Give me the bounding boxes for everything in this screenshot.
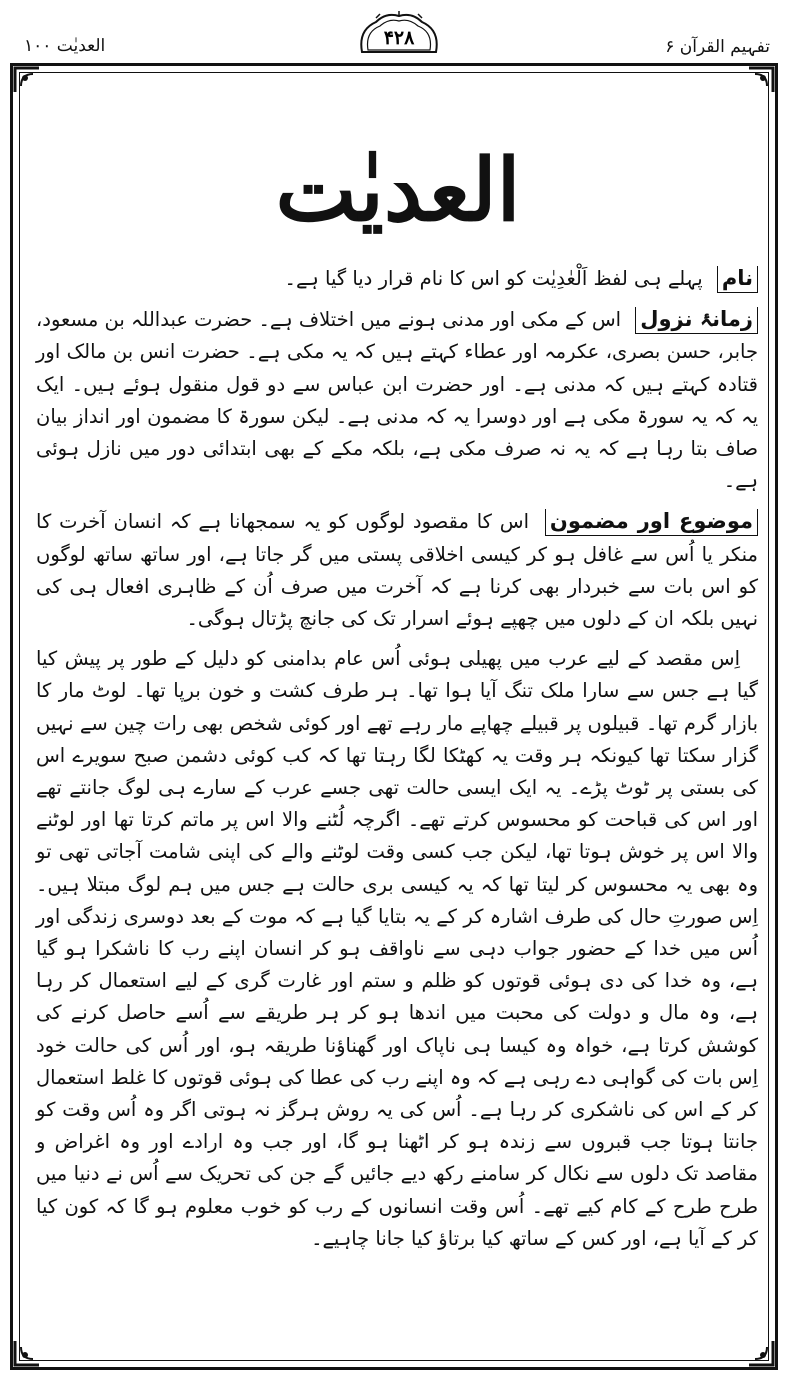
- header-book-name: تفہیم القرآن ۶: [665, 37, 770, 57]
- header-surah-reference: العدیٰت ۱۰۰: [24, 36, 106, 56]
- section-heading-period: زمانۂ نزول: [635, 307, 758, 334]
- section-theme: [36, 505, 758, 635]
- surah-title: العدیٰت: [275, 140, 521, 241]
- section-text-period: اس کے مکی اور مدنی ہونے میں اختلاف ہے۔ حضرت عبداللہ بن مسعود، جابر، حسن بصری، عکرمہ اور عطاء کہتے ہیں کہ یہ مکی ہے۔ حضرت انس بن مالک اور قتادہ کہتے ہیں کہ مدنی ہے۔ اور حضرت ابن عباس سے دو قول منقول ہوئے ہیں۔ ایک یہ کہ یہ سورۃ مکی ہے اور دوسرا یہ کہ مدنی ہے۔ لیکن سورۃ کا مضمون اور انداز بیان صاف بتا رہا ہے کہ یہ نہ صرف مکی ہے، بلکہ مکے کے بھی ابتدائی دور میں نازل ہوئی ہے۔: [36, 308, 758, 493]
- section-heading-name: نام: [717, 266, 758, 293]
- corner-ornament-bottom-left: [13, 1339, 41, 1367]
- body-text: [36, 262, 758, 1263]
- page-number-seal: [356, 10, 442, 60]
- section-period: [36, 303, 758, 497]
- section-text-theme: اس کا مقصود لوگوں کو یہ سمجھانا ہے کہ انسان آخرت کا منکر یا اُس سے غافل ہو کر کیسی اخلاقی پستی میں گر جاتا ہے، اور ساتھ ساتھ لوگوں کو اس بات سے خبردار بھی کرنا ہے کہ آخرت میں صرف اُن کے ظاہری افعال ہی کی نہیں بلکہ ان کے دلوں میں چھپے ہوئے اسرار تک کی جانچ پڑتال ہوگی۔: [36, 510, 758, 631]
- page-number: ۴۲۸: [383, 27, 415, 49]
- body-paragraph: اِس مقصد کے لیے عرب میں پھیلی ہوئی اُس عام بدامنی کو دلیل کے طور پر پیش کیا گیا ہے جس سے سارا ملک تنگ آیا ہوا تھا۔ ہر طرف کشت و خون برپا تھا۔ لوٹ مار کا بازار گرم تھا۔ قبیلوں پر قبیلے چھاپے مار رہے تھے اور کوئی شخص بھی رات چین سے نہیں گزار سکتا تھا کیونکہ ہر وقت یہ کھٹکا لگا رہتا تھا کہ کب کوئی دشمن صبح سویرے اس کی بستی پر ٹوٹ پڑے۔ یہ ایک ایسی حالت تھی جسے عرب کے سارے ہی لوگ جانتے تھے اور اس کی قباحت کو محسوس کرتے تھے۔ اگرچہ لُٹنے والا اس پر ماتم کرتا تھا اور لوٹنے والا اس پر خوش ہوتا تھا، لیکن جب کسی وقت لوٹنے والے کی اپنی شامت آجاتی تھی تو وہ بھی یہ محسوس کر لیتا تھا کہ یہ کیسی بری حالت ہے جس میں ہم لوگ مبتلا ہیں۔ اِس صورتِ حال کی طرف اشارہ کر کے یہ بتایا گیا ہے کہ موت کے بعد دوسری زندگی اور اُس میں خدا کے حضور جواب دہی سے ناواقف ہو کر انسان اپنے رب کا ناشکرا ہو گیا ہے، وہ خدا کی دی ہوئی قوتوں کو ظلم و ستم اور غارت گری کے لیے استعمال کر رہا ہے، وہ مال و دولت کی محبت میں اندھا ہو کر ہر طریقے سے اُسے حاصل کرنے کی کوشش کرتا ہے، خواہ وہ کیسا ہی ناپاک اور گھناؤنا طریقہ ہو، اور اُس کی حالت خود اِس بات کی گواہی دے رہی ہے کہ وہ اپنے رب کی عطا کی ہوئی قوتوں کا غلط استعمال کر کے اس کی ناشکری کر رہا ہے۔ اُس کی یہ روش ہرگز نہ ہوتی اگر وہ اُس وقت کو جانتا ہوتا جب قبروں سے زندہ ہو کر اٹھنا ہو گا، اور جب وہ ارادے اور وہ اغراض و مقاصد تک دلوں سے نکال کر سامنے رکھ دیے جائیں گے جن کی تحریک سے اُس نے دنیا میں طرح طرح کے کام کیے تھے۔ اُس وقت انسانوں کے رب کو خوب معلوم ہو گا کہ کون کیا کر کے آیا ہے، اور کس کے ساتھ کیا برتاؤ کیا جانا چاہیے۔: [36, 647, 758, 1250]
- corner-ornament-top-left: [13, 66, 41, 94]
- corner-ornament-top-right: [747, 66, 775, 94]
- section-heading-theme: موضوع اور مضمون: [545, 509, 758, 536]
- corner-ornament-bottom-right: [747, 1339, 775, 1367]
- section-text-name: پہلے ہی لفظ اَلْعٰدِیٰت کو اس کا نام قرار دیا گیا ہے۔: [284, 267, 703, 290]
- section-name: [36, 262, 758, 295]
